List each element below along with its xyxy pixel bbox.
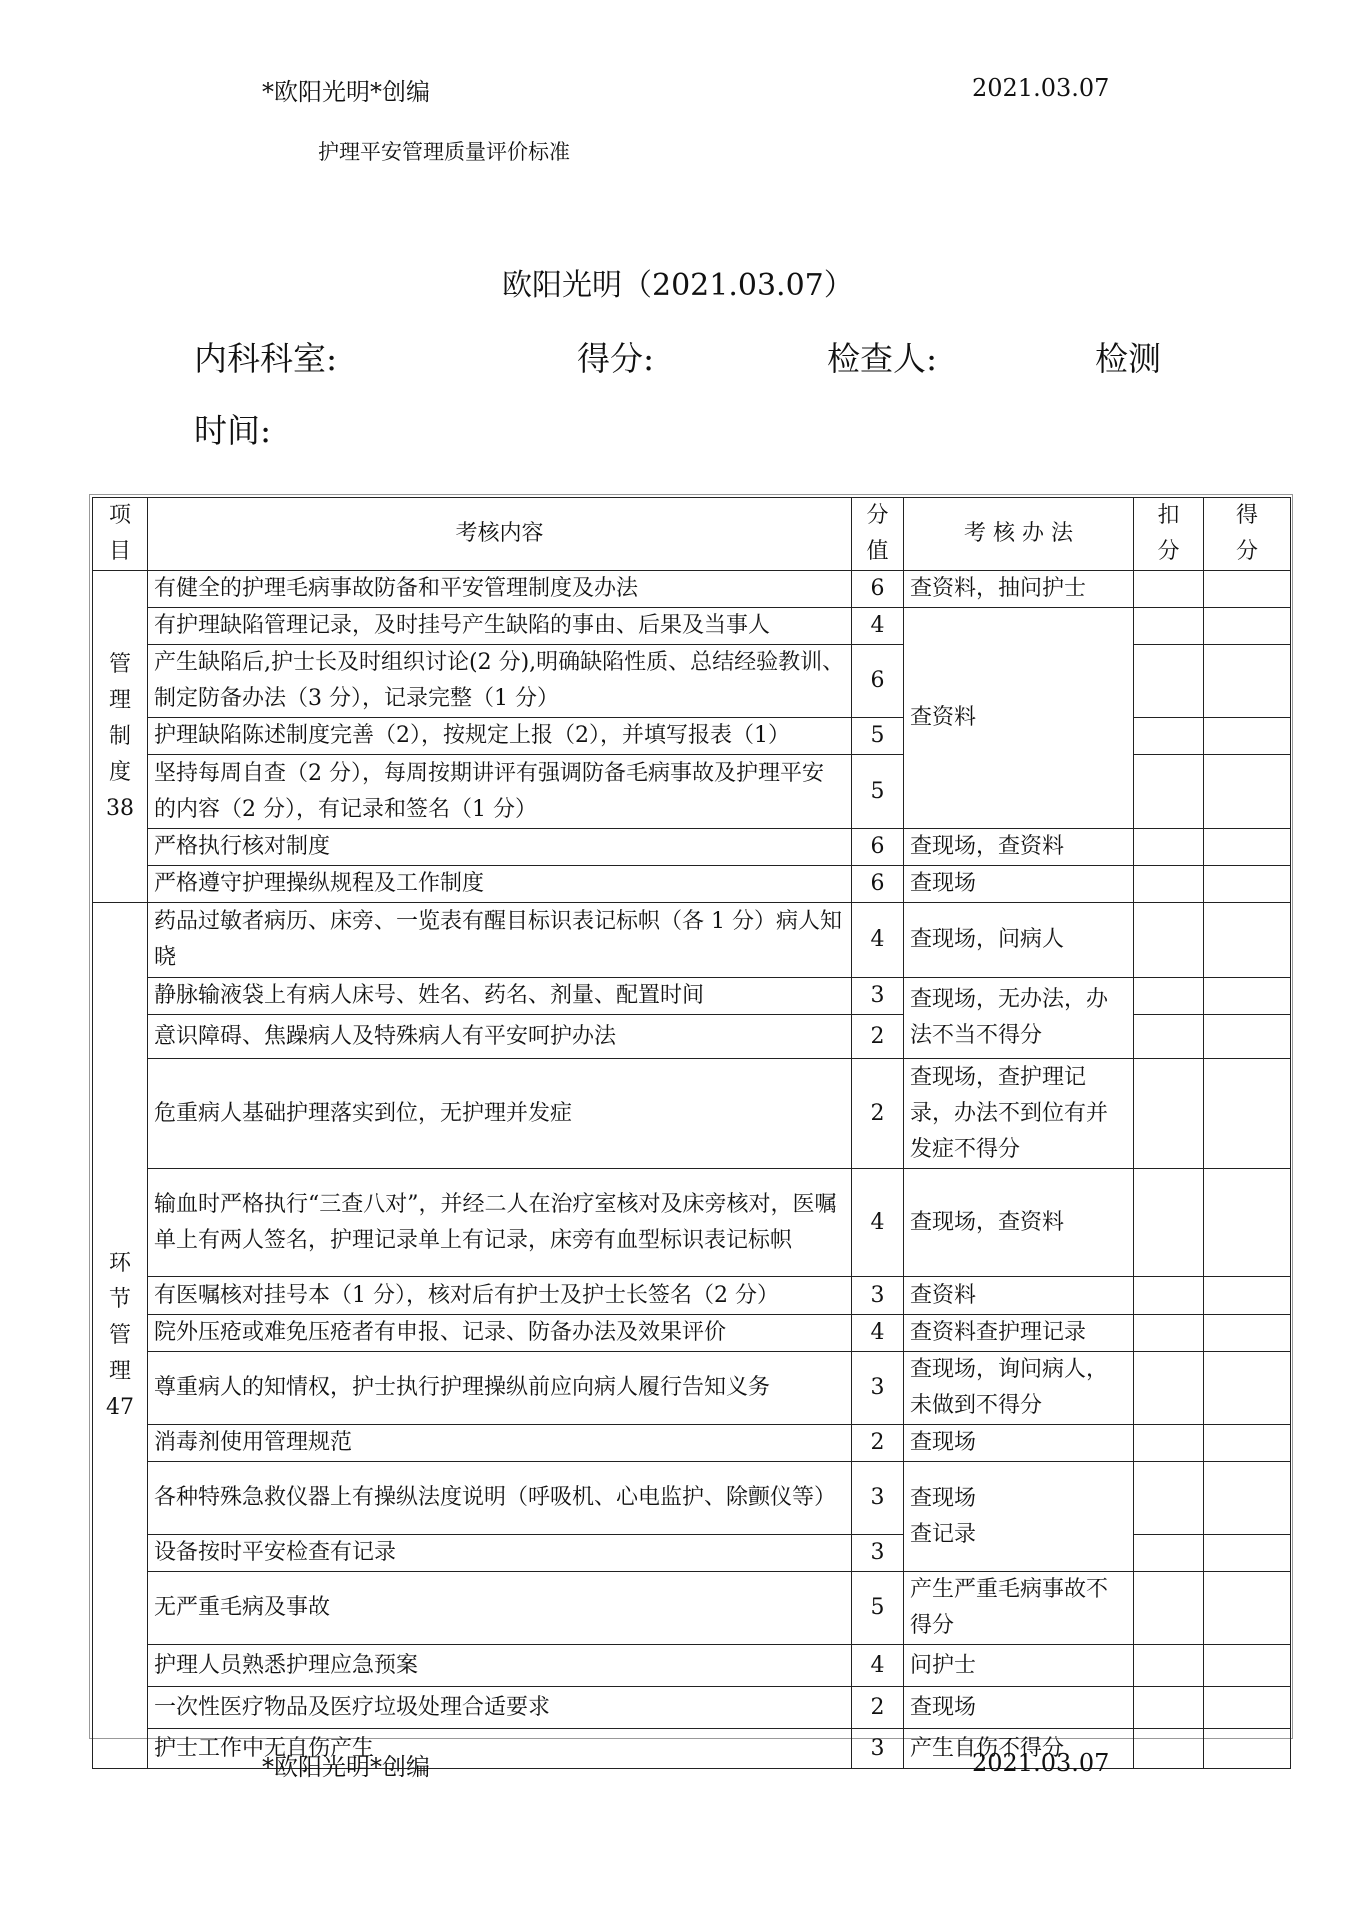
deduct-cell[interactable] — [1134, 978, 1204, 1015]
row-value: 2 — [852, 1015, 904, 1059]
row-content: 危重病人基础护理落实到位，无护理并发症 — [148, 1059, 852, 1169]
row-value: 2 — [852, 1687, 904, 1729]
table-row — [93, 1425, 1291, 1462]
row-content: 药品过敏者病历、床旁、一览表有醒目标识表记标帜（各 1 分）病人知晓 — [148, 903, 852, 978]
row-content: 一次性医疗物品及医疗垃圾处理合适要求 — [148, 1687, 852, 1729]
deduct-cell[interactable] — [1134, 903, 1204, 978]
row-content: 输血时严格执行“三查八对”，并经二人在治疗室核对及床旁核对，医嘱单上有两人签名，护理记录单上有记录，床旁有血型标识表记标帜 — [148, 1169, 852, 1277]
table-row — [93, 1277, 1291, 1315]
header-item: 项 目 — [93, 498, 148, 571]
test-time-label-line2: 时间: — [194, 411, 272, 450]
row-value: 6 — [852, 866, 904, 903]
row-content: 设备按时平安检查有记录 — [148, 1535, 852, 1572]
table-row — [93, 1645, 1291, 1687]
table-row — [93, 571, 1291, 608]
row-value: 6 — [852, 829, 904, 866]
score-cell[interactable] — [1204, 1425, 1291, 1462]
deduct-cell[interactable] — [1134, 645, 1204, 718]
score-cell[interactable] — [1204, 829, 1291, 866]
row-method: 问护士 — [904, 1645, 1134, 1687]
row-method: 查资料 — [904, 1277, 1134, 1315]
row-value: 5 — [852, 755, 904, 829]
footer-author: *欧阳光明*创编 — [262, 1753, 430, 1781]
row-method: 查资料，抽问护士 — [904, 571, 1134, 608]
row-method: 查现场，无办法，办法不当不得分 — [904, 978, 1134, 1059]
score-cell[interactable] — [1204, 1729, 1291, 1769]
header-deduct: 扣 分 — [1134, 498, 1204, 571]
score-cell[interactable] — [1204, 903, 1291, 978]
row-method: 查现场 查记录 — [904, 1462, 1134, 1572]
department-label: 内科科室: — [194, 339, 338, 378]
row-value: 5 — [852, 718, 904, 755]
row-content: 各种特殊急救仪器上有操纵法度说明（呼吸机、心电监护、除颤仪等） — [148, 1462, 852, 1535]
score-cell[interactable] — [1204, 866, 1291, 903]
header-content: 考核内容 — [148, 498, 852, 571]
evaluation-table — [92, 497, 1291, 1769]
table-header-row — [93, 498, 1291, 571]
score-cell[interactable] — [1204, 1687, 1291, 1729]
score-cell[interactable] — [1204, 608, 1291, 645]
inspector-label: 检查人: — [827, 339, 938, 378]
deduct-cell[interactable] — [1134, 1535, 1204, 1572]
document-title: 欧阳光明（2021.03.07） — [502, 268, 854, 303]
row-value: 3 — [852, 978, 904, 1015]
deduct-cell[interactable] — [1134, 1729, 1204, 1769]
row-value: 4 — [852, 903, 904, 978]
row-content: 产生缺陷后,护士长及时组织讨论(2 分),明确缺陷性质、总结经验教训、制定防备办法（3 分），记录完整（1 分） — [148, 645, 852, 718]
table-row — [93, 1059, 1291, 1169]
score-cell[interactable] — [1204, 1535, 1291, 1572]
deduct-cell[interactable] — [1134, 1462, 1204, 1535]
row-content: 尊重病人的知情权，护士执行护理操纵前应向病人履行告知义务 — [148, 1352, 852, 1425]
deduct-cell[interactable] — [1134, 866, 1204, 903]
deduct-cell[interactable] — [1134, 755, 1204, 829]
table-row — [93, 1687, 1291, 1729]
table-row — [93, 608, 1291, 645]
table-row — [93, 866, 1291, 903]
row-content: 严格遵守护理操纵规程及工作制度 — [148, 866, 852, 903]
header-value: 分 值 — [852, 498, 904, 571]
score-label: 得分: — [577, 339, 655, 378]
row-method: 查现场 — [904, 1687, 1134, 1729]
row-value: 3 — [852, 1462, 904, 1535]
row-value: 5 — [852, 1572, 904, 1645]
row-content: 静脉输液袋上有病人床号、姓名、药名、剂量、配置时间 — [148, 978, 852, 1015]
row-content: 有护理缺陷管理记录，及时挂号产生缺陷的事由、后果及当事人 — [148, 608, 852, 645]
score-cell[interactable] — [1204, 1462, 1291, 1535]
category-management-system: 管 理 制 度 38 — [93, 571, 148, 903]
table-row — [93, 903, 1291, 978]
score-cell[interactable] — [1204, 978, 1291, 1015]
deduct-cell[interactable] — [1134, 1572, 1204, 1645]
row-value: 2 — [852, 1425, 904, 1462]
score-cell[interactable] — [1204, 1059, 1291, 1169]
header-date: 2021.03.07 — [972, 74, 1110, 102]
table-row — [93, 1572, 1291, 1645]
score-cell[interactable] — [1204, 1015, 1291, 1059]
table-row — [93, 829, 1291, 866]
row-method: 查现场 — [904, 1425, 1134, 1462]
row-method: 查现场，询问病人，未做到不得分 — [904, 1352, 1134, 1425]
row-method: 查资料查护理记录 — [904, 1315, 1134, 1352]
deduct-cell[interactable] — [1134, 829, 1204, 866]
row-method: 查资料 — [904, 608, 1134, 829]
score-cell[interactable] — [1204, 1352, 1291, 1425]
deduct-cell[interactable] — [1134, 1315, 1204, 1352]
deduct-cell[interactable] — [1134, 1059, 1204, 1169]
header-score: 得 分 — [1204, 498, 1291, 571]
row-method: 产生自伤不得分 — [904, 1729, 1134, 1769]
test-time-label-line1: 检测 — [1095, 339, 1161, 378]
row-content: 有健全的护理毛病事故防备和平安管理制度及办法 — [148, 571, 852, 608]
score-cell[interactable] — [1204, 1572, 1291, 1645]
row-value: 3 — [852, 1277, 904, 1315]
row-value: 4 — [852, 1315, 904, 1352]
row-value: 6 — [852, 645, 904, 718]
row-method: 查现场，问病人 — [904, 903, 1134, 978]
table-row — [93, 1352, 1291, 1425]
row-content: 护士工作中无自伤产生 — [148, 1729, 852, 1769]
table-row — [93, 1462, 1291, 1535]
deduct-cell[interactable] — [1134, 1687, 1204, 1729]
row-content: 护理人员熟悉护理应急预案 — [148, 1645, 852, 1687]
row-method: 查现场 — [904, 866, 1134, 903]
row-value: 3 — [852, 1352, 904, 1425]
category-process-management: 环 节 管 理 47 — [93, 903, 148, 1769]
score-cell[interactable] — [1204, 718, 1291, 755]
footer-date: 2021.03.07 — [972, 1749, 1110, 1777]
row-method: 查现场，查资料 — [904, 1169, 1134, 1277]
deduct-cell[interactable] — [1134, 1352, 1204, 1425]
deduct-cell[interactable] — [1134, 1425, 1204, 1462]
score-cell[interactable] — [1204, 571, 1291, 608]
document-subtitle: 护理平安管理质量评价标准 — [318, 140, 570, 164]
table-row — [93, 978, 1291, 1015]
deduct-cell[interactable] — [1134, 608, 1204, 645]
score-cell[interactable] — [1204, 645, 1291, 718]
header-author: *欧阳光明*创编 — [262, 78, 430, 106]
score-cell[interactable] — [1204, 1277, 1291, 1315]
deduct-cell[interactable] — [1134, 718, 1204, 755]
row-content: 意识障碍、焦躁病人及特殊病人有平安呵护办法 — [148, 1015, 852, 1059]
row-content: 无严重毛病及事故 — [148, 1572, 852, 1645]
table-row — [93, 1315, 1291, 1352]
table-row — [93, 1169, 1291, 1277]
deduct-cell[interactable] — [1134, 1277, 1204, 1315]
deduct-cell[interactable] — [1134, 1645, 1204, 1687]
row-content: 院外压疮或难免压疮者有申报、记录、防备办法及效果评价 — [148, 1315, 852, 1352]
row-method: 查现场，查护理记录，办法不到位有并发症不得分 — [904, 1059, 1134, 1169]
deduct-cell[interactable] — [1134, 571, 1204, 608]
score-cell[interactable] — [1204, 1645, 1291, 1687]
deduct-cell[interactable] — [1134, 1015, 1204, 1059]
row-value: 3 — [852, 1729, 904, 1769]
row-value: 3 — [852, 1535, 904, 1572]
row-value: 6 — [852, 571, 904, 608]
row-method: 查现场，查资料 — [904, 829, 1134, 866]
row-value: 4 — [852, 1169, 904, 1277]
deduct-cell[interactable] — [1134, 1169, 1204, 1277]
row-content: 坚持每周自查（2 分），每周按期讲评有强调防备毛病事故及护理平安的内容（2 分），有记录和签名（1 分） — [148, 755, 852, 829]
row-value: 2 — [852, 1059, 904, 1169]
row-content: 护理缺陷陈述制度完善（2），按规定上报（2），并填写报表（1） — [148, 718, 852, 755]
header-method: 考 核 办 法 — [904, 498, 1134, 571]
row-content: 有医嘱核对挂号本（1 分），核对后有护士及护士长签名（2 分） — [148, 1277, 852, 1315]
row-content: 消毒剂使用管理规范 — [148, 1425, 852, 1462]
row-content: 严格执行核对制度 — [148, 829, 852, 866]
row-value: 4 — [852, 608, 904, 645]
score-cell[interactable] — [1204, 1169, 1291, 1277]
score-cell[interactable] — [1204, 755, 1291, 829]
row-method: 产生严重毛病事故不得分 — [904, 1572, 1134, 1645]
score-cell[interactable] — [1204, 1315, 1291, 1352]
row-value: 4 — [852, 1645, 904, 1687]
